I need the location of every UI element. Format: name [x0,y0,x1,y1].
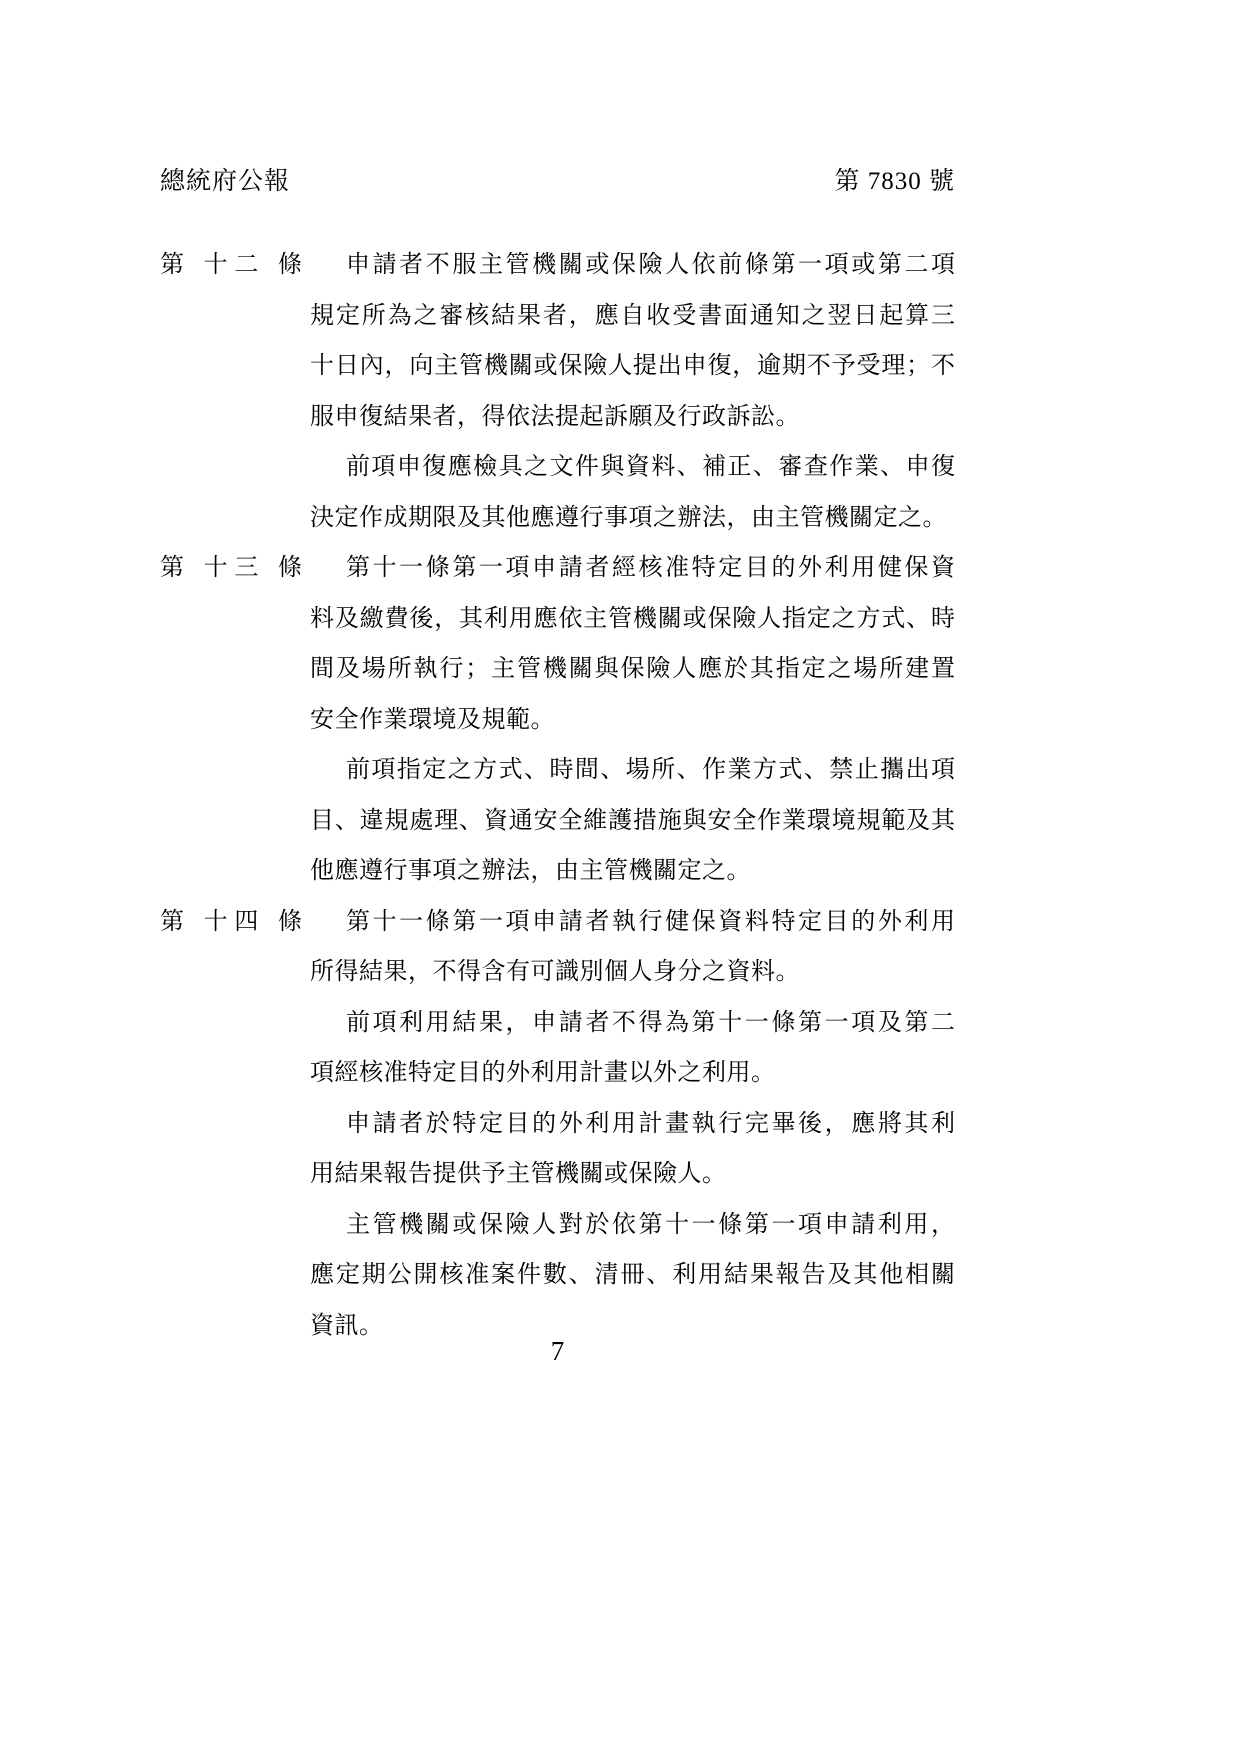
text-line: 料及繳費後，其利用應依主管機關或保險人指定之方式、時 [310,605,955,632]
text-line: 第十一條第一項申請者執行健保資料特定目的外利用 [346,908,955,935]
text-line: 間及場所執行；主管機關與保險人應於其指定之場所建置 [310,656,955,682]
page-footer [160,1336,955,1367]
text-line: 應定期公開核准案件數、清冊、利用結果報告及其他相關 [310,1262,955,1288]
article-13-number: 第 十三 條 [160,555,302,581]
header-issue-number: 第 7830 號 [834,168,955,195]
text-line: 所得結果，不得含有可識別個人身分之資料。 [310,959,800,985]
text-line: 前項申復應檢具之文件與資料、補正、審查作業、申復 [346,454,955,480]
text-line: 目、違規處理、資通安全維護措施與安全作業環境規範及其 [310,807,955,834]
header-publication-title: 總統府公報 [160,168,291,195]
article-14-paragraph-3 [310,1099,955,1200]
article-12 [160,240,955,543]
article-12-paragraph-2 [310,442,955,543]
text-line: 決定作成期限及其他應遵行事項之辦法，由主管機關定之。 [310,504,947,531]
text-line: 十日內，向主管機關或保險人提出申復，逾期不予受理；不 [310,353,955,379]
article-13-paragraph-2 [310,745,955,897]
text-line: 前項指定之方式、時間、場所、作業方式、禁止攜出項 [346,757,955,783]
text-line: 申請者於特定目的外利用計畫執行完畢後，應將其利 [346,1110,955,1137]
text-line: 資訊。 [310,1312,384,1339]
article-13-paragraph-1 [310,543,955,745]
page-header [160,165,955,199]
text-line: 第十一條第一項申請者經核准特定目的外利用健保資 [346,555,955,581]
article-14-paragraph-1 [310,897,955,998]
article-12-paragraph-1 [310,240,955,442]
article-14-number: 第 十四 條 [160,908,302,935]
text-line: 服申復結果者，得依法提起訴願及行政訴訟。 [310,403,800,430]
article-12-number: 第 十二 條 [160,252,302,278]
text-line: 安全作業環境及規範。 [310,706,555,733]
page-number: 7 [550,1336,565,1366]
article-13 [160,543,955,897]
text-line: 項經核准特定目的外利用計畫以外之利用。 [310,1060,776,1086]
text-line: 規定所為之審核結果者，應自收受書面通知之翌日起算三 [310,302,955,329]
article-14 [160,897,955,1352]
text-line: 用結果報告提供予主管機關或保險人。 [310,1161,727,1187]
text-line: 他應遵行事項之辦法，由主管機關定之。 [310,858,751,884]
document-body [160,240,955,1351]
article-14-paragraph-2 [310,998,955,1099]
text-line: 主管機關或保險人對於依第十一條第一項申請利用， [346,1211,955,1238]
article-14-paragraph-4 [310,1200,955,1352]
text-line: 申請者不服主管機關或保險人依前條第一項或第二項 [346,252,955,278]
text-line: 前項利用結果，申請者不得為第十一條第一項及第二 [346,1009,955,1036]
